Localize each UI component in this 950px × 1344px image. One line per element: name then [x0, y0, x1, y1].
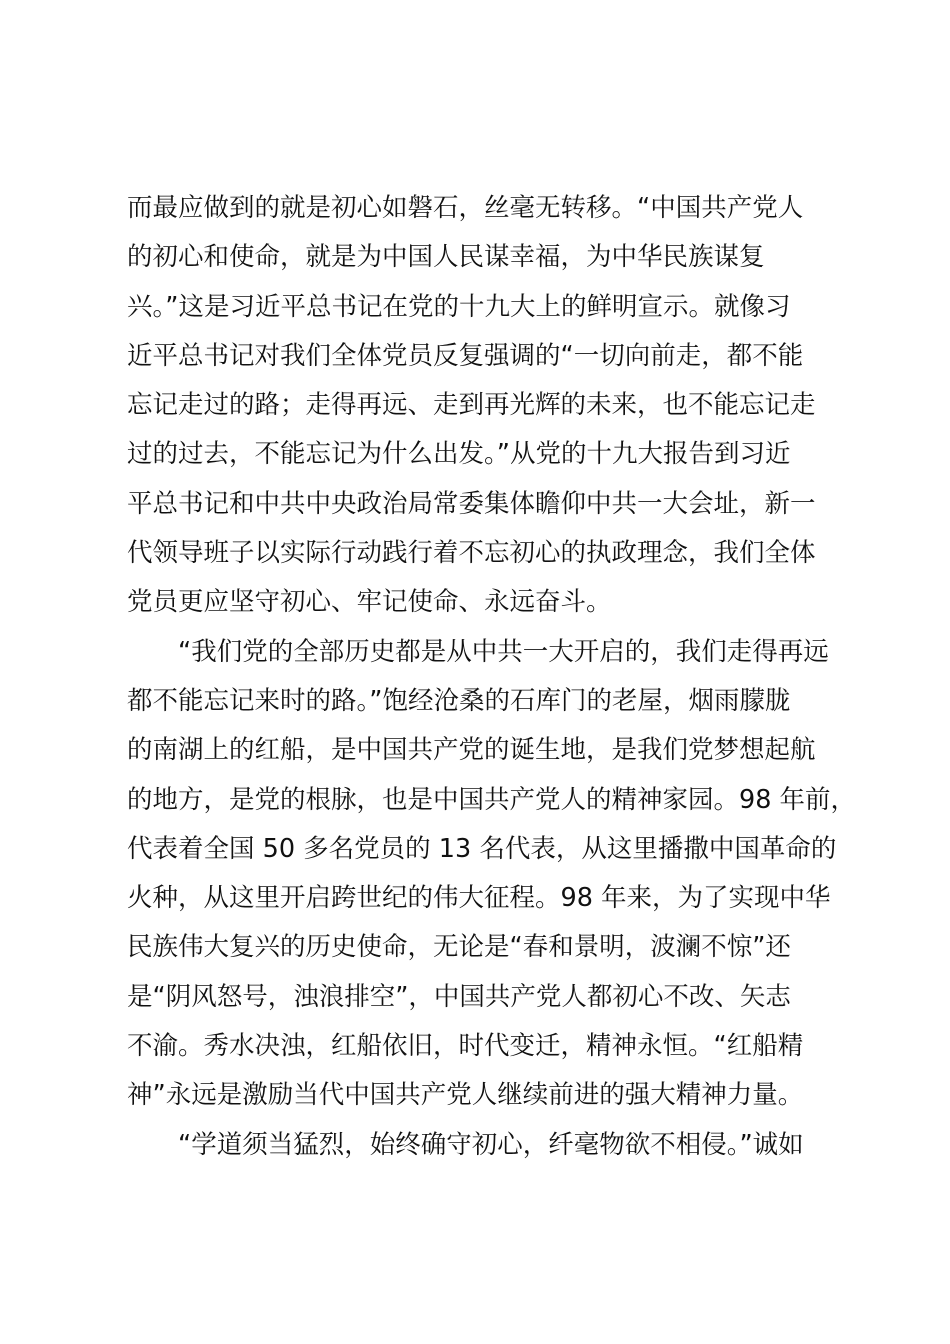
- text-line: 过的过去，不能忘记为什么出发。”从党的十九大报告到习近: [127, 439, 791, 470]
- text-line: 兴。”这是习近平总书记在党的十九大上的鲜明宣示。就像习: [127, 291, 791, 322]
- body-text: [127, 184, 857, 1170]
- text-line: 都不能忘记来时的路。”饱经沧桑的石库门的老屋，烟雨朦胧: [127, 685, 791, 716]
- text-line: 而最应做到的就是初心如磐石，丝毫无转移。“中国共产党人: [127, 193, 804, 223]
- paragraph-first-line: “学道须当猛烈，始终确守初心，纤毫物欲不相侵。”诚如: [178, 1129, 804, 1160]
- text-line: 是“阴风怒号，浊浪排空”，中国共产党人都初心不改、矢志: [127, 981, 791, 1012]
- text-line: 党员更应坚守初心、牢记使命、永远奋斗。: [127, 587, 612, 618]
- text-line: 不渝。秀水决浊，红船依旧，时代变迁，精神永恒。“红船精: [127, 1031, 804, 1062]
- text-line: 火种，从这里开启跨世纪的伟大征程。98 年来，为了实现中华: [127, 883, 831, 914]
- text-line: 代表着全国 50 多名党员的 13 名代表，从这里播撒中国革命的: [127, 833, 837, 864]
- text-line: 忘记走过的路；走得再远、走到再光辉的未来，也不能忘记走: [127, 390, 816, 421]
- text-line: 近平总书记对我们全体党员反复强调的“一切向前走，都不能: [127, 340, 804, 371]
- text-line: 的初心和使命，就是为中国人民谋幸福，为中华民族谋复: [127, 242, 765, 273]
- text-line: 的地方，是党的根脉，也是中国共产党人的精神家园。98 年前，: [127, 784, 857, 815]
- text-line: 的南湖上的红船，是中国共产党的诞生地，是我们党梦想起航: [127, 735, 816, 766]
- text-line: 神”永远是激励当代中国共产党人继续前进的强大精神力量。: [127, 1080, 804, 1111]
- text-line: 代领导班子以实际行动践行着不忘初心的执政理念，我们全体: [127, 538, 816, 569]
- text-line: 平总书记和中共中央政治局常委集体瞻仰中共一大会址，新一: [127, 488, 816, 519]
- text-line: 民族伟大复兴的历史使命，无论是“春和景明，波澜不惊”还: [127, 932, 791, 963]
- paragraph-first-line: “我们党的全部历史都是从中共一大开启的，我们走得再远: [178, 636, 829, 667]
